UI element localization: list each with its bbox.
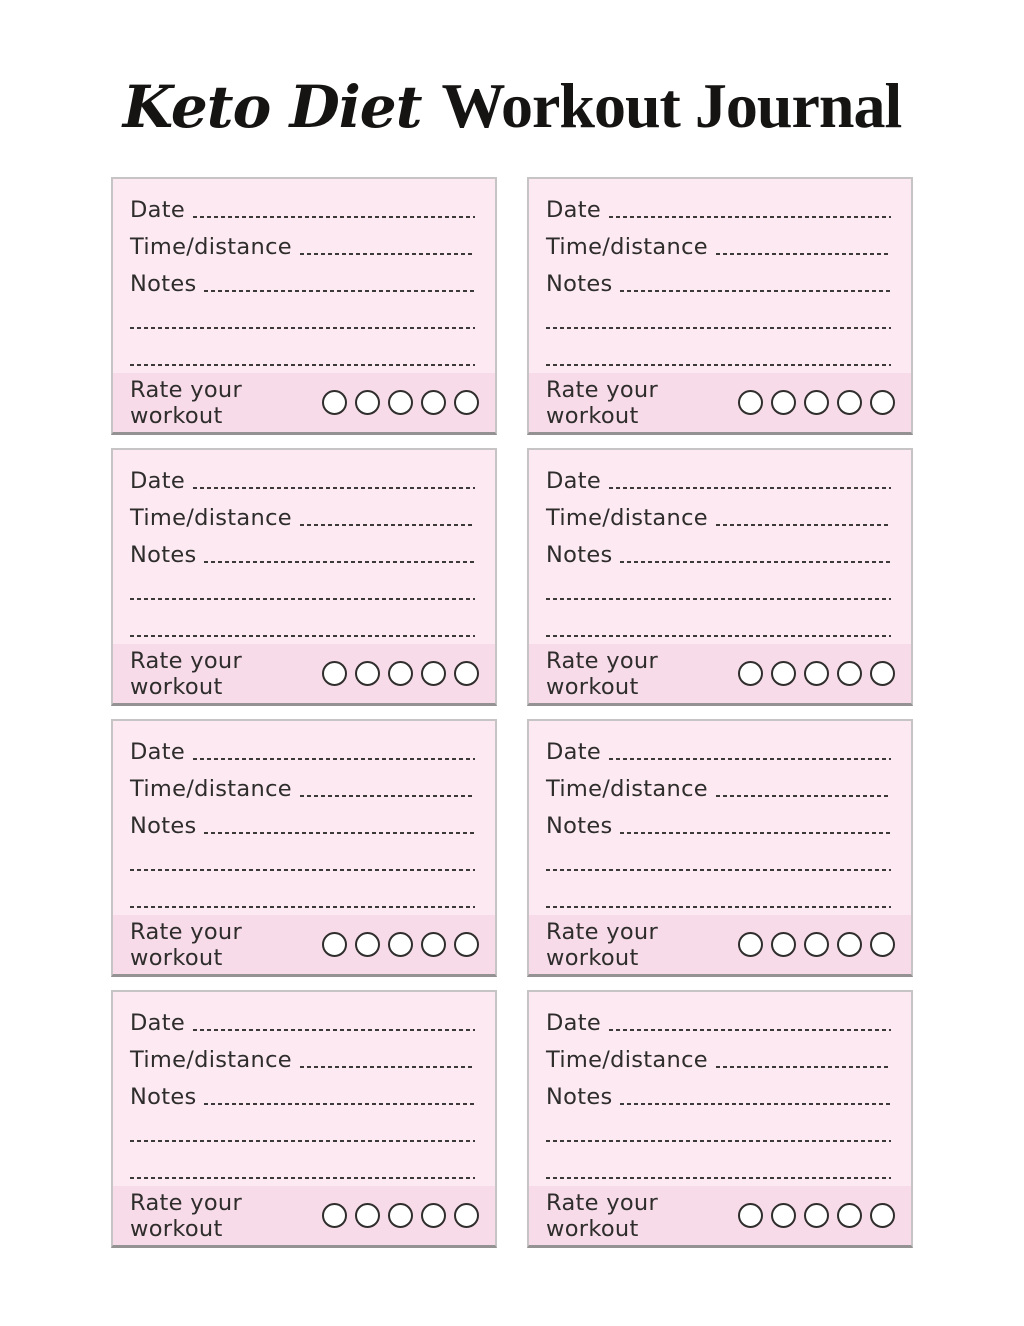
rating-circle[interactable] bbox=[870, 932, 895, 957]
notes-extra-line-row bbox=[546, 1111, 891, 1148]
date-label: Date bbox=[130, 739, 185, 765]
notes-extra-input-line[interactable] bbox=[130, 906, 475, 909]
notes-extra-line-row bbox=[546, 877, 891, 914]
time-distance-row bbox=[546, 495, 891, 532]
notes-row bbox=[130, 1074, 475, 1111]
date-row bbox=[130, 1000, 475, 1037]
time-distance-input-line[interactable] bbox=[716, 1066, 891, 1069]
rating-footer bbox=[529, 915, 911, 974]
rating-label: Rate your workout bbox=[546, 918, 659, 971]
time-distance-row bbox=[546, 766, 891, 803]
date-input-line[interactable] bbox=[193, 216, 475, 219]
card-body bbox=[529, 450, 911, 644]
rating-label: Rate your workout bbox=[130, 918, 243, 971]
rating-circle[interactable] bbox=[421, 661, 446, 686]
rating-circles bbox=[322, 932, 479, 957]
time-distance-row bbox=[130, 224, 475, 261]
date-row bbox=[546, 458, 891, 495]
workout-entry-card bbox=[527, 448, 913, 706]
workout-entry-card bbox=[111, 177, 497, 435]
notes-label: Notes bbox=[130, 813, 197, 839]
rating-circle[interactable] bbox=[804, 661, 829, 686]
workout-entry-card bbox=[527, 719, 913, 977]
date-input-line[interactable] bbox=[193, 758, 475, 761]
notes-input-line[interactable] bbox=[204, 1103, 475, 1106]
notes-extra-line-row bbox=[546, 840, 891, 877]
time-distance-label: Time/distance bbox=[546, 1047, 708, 1073]
notes-extra-input-line[interactable] bbox=[130, 635, 475, 638]
notes-extra-line-row bbox=[546, 606, 891, 643]
notes-input-line[interactable] bbox=[620, 290, 891, 293]
rating-label: Rate your workout bbox=[130, 647, 243, 700]
time-distance-label: Time/distance bbox=[546, 505, 708, 531]
rating-label: Rate your workout bbox=[546, 376, 659, 429]
rating-circle[interactable] bbox=[870, 661, 895, 686]
notes-label: Notes bbox=[546, 271, 613, 297]
rating-footer bbox=[529, 644, 911, 703]
notes-row bbox=[130, 803, 475, 840]
notes-label: Notes bbox=[130, 271, 197, 297]
rating-label: Rate your workout bbox=[546, 647, 659, 700]
time-distance-row bbox=[546, 224, 891, 261]
rating-circle[interactable] bbox=[771, 390, 796, 415]
notes-label: Notes bbox=[130, 1084, 197, 1110]
notes-input-line[interactable] bbox=[204, 290, 475, 293]
rating-circle[interactable] bbox=[388, 390, 413, 415]
card-body bbox=[113, 721, 495, 915]
rating-circle[interactable] bbox=[355, 932, 380, 957]
notes-extra-input-line[interactable] bbox=[130, 1177, 475, 1180]
rating-circle[interactable] bbox=[771, 661, 796, 686]
notes-row bbox=[546, 1074, 891, 1111]
rating-circle[interactable] bbox=[454, 390, 479, 415]
time-distance-input-line[interactable] bbox=[716, 524, 891, 527]
date-input-line[interactable] bbox=[193, 1029, 475, 1032]
notes-extra-line-row bbox=[546, 1148, 891, 1185]
notes-row bbox=[546, 532, 891, 569]
time-distance-label: Time/distance bbox=[130, 776, 292, 802]
notes-extra-input-line[interactable] bbox=[130, 327, 475, 330]
rating-circle[interactable] bbox=[388, 932, 413, 957]
notes-extra-input-line[interactable] bbox=[130, 364, 475, 367]
date-input-line[interactable] bbox=[193, 487, 475, 490]
notes-extra-line-row bbox=[130, 335, 475, 372]
workout-entry-card bbox=[111, 719, 497, 977]
notes-extra-input-line[interactable] bbox=[130, 1140, 475, 1143]
rating-circle[interactable] bbox=[421, 390, 446, 415]
notes-input-line[interactable] bbox=[204, 561, 475, 564]
date-row bbox=[546, 1000, 891, 1037]
rating-circle[interactable] bbox=[355, 1203, 380, 1228]
notes-extra-input-line[interactable] bbox=[546, 635, 891, 638]
rating-footer bbox=[113, 373, 495, 432]
rating-circles bbox=[738, 932, 895, 957]
card-body bbox=[529, 721, 911, 915]
rating-circle[interactable] bbox=[738, 1203, 763, 1228]
rating-circle[interactable] bbox=[804, 932, 829, 957]
time-distance-row bbox=[546, 1037, 891, 1074]
notes-label: Notes bbox=[546, 1084, 613, 1110]
time-distance-input-line[interactable] bbox=[716, 253, 891, 256]
date-label: Date bbox=[130, 468, 185, 494]
date-label: Date bbox=[546, 1010, 601, 1036]
notes-label: Notes bbox=[130, 542, 197, 568]
rating-circle[interactable] bbox=[454, 932, 479, 957]
time-distance-label: Time/distance bbox=[546, 234, 708, 260]
notes-extra-line-row bbox=[130, 606, 475, 643]
notes-extra-input-line[interactable] bbox=[546, 598, 891, 601]
date-input-line[interactable] bbox=[609, 487, 891, 490]
rating-circle[interactable] bbox=[738, 932, 763, 957]
rating-circle[interactable] bbox=[322, 1203, 347, 1228]
time-distance-input-line[interactable] bbox=[300, 524, 475, 527]
time-distance-row bbox=[130, 766, 475, 803]
time-distance-label: Time/distance bbox=[130, 1047, 292, 1073]
rating-circle[interactable] bbox=[837, 390, 862, 415]
page-title bbox=[0, 0, 1024, 143]
rating-circle[interactable] bbox=[322, 390, 347, 415]
notes-extra-input-line[interactable] bbox=[546, 1140, 891, 1143]
rating-circles bbox=[322, 661, 479, 686]
notes-input-line[interactable] bbox=[620, 832, 891, 835]
date-row bbox=[130, 729, 475, 766]
date-label: Date bbox=[546, 739, 601, 765]
rating-circle[interactable] bbox=[837, 1203, 862, 1228]
time-distance-input-line[interactable] bbox=[300, 1066, 475, 1069]
rating-footer bbox=[113, 915, 495, 974]
rating-circle[interactable] bbox=[355, 390, 380, 415]
rating-circle[interactable] bbox=[870, 1203, 895, 1228]
rating-circle[interactable] bbox=[870, 390, 895, 415]
rating-circles bbox=[738, 661, 895, 686]
time-distance-input-line[interactable] bbox=[716, 795, 891, 798]
time-distance-label: Time/distance bbox=[546, 776, 708, 802]
rating-label: Rate your workout bbox=[130, 1189, 243, 1242]
rating-circle[interactable] bbox=[804, 1203, 829, 1228]
card-body bbox=[529, 992, 911, 1186]
rating-label: Rate your workout bbox=[130, 376, 243, 429]
rating-footer bbox=[529, 373, 911, 432]
rating-circle[interactable] bbox=[355, 661, 380, 686]
notes-row bbox=[546, 261, 891, 298]
rating-footer bbox=[113, 1186, 495, 1245]
workout-entry-card bbox=[111, 448, 497, 706]
notes-label: Notes bbox=[546, 813, 613, 839]
rating-circle[interactable] bbox=[837, 932, 862, 957]
rating-circles bbox=[738, 390, 895, 415]
date-input-line[interactable] bbox=[609, 758, 891, 761]
date-label: Date bbox=[546, 468, 601, 494]
date-input-line[interactable] bbox=[609, 216, 891, 219]
time-distance-row bbox=[130, 495, 475, 532]
date-row bbox=[546, 187, 891, 224]
rating-circle[interactable] bbox=[322, 932, 347, 957]
notes-extra-line-row bbox=[130, 877, 475, 914]
date-label: Date bbox=[546, 197, 601, 223]
rating-footer bbox=[529, 1186, 911, 1245]
notes-extra-input-line[interactable] bbox=[546, 327, 891, 330]
rating-circle[interactable] bbox=[738, 661, 763, 686]
rating-circle[interactable] bbox=[388, 661, 413, 686]
notes-extra-line-row bbox=[546, 569, 891, 606]
notes-row bbox=[130, 261, 475, 298]
notes-extra-line-row bbox=[130, 298, 475, 335]
card-body bbox=[113, 179, 495, 373]
rating-circle[interactable] bbox=[454, 661, 479, 686]
notes-extra-line-row bbox=[130, 840, 475, 877]
date-label: Date bbox=[130, 1010, 185, 1036]
date-row bbox=[130, 187, 475, 224]
notes-row bbox=[546, 803, 891, 840]
notes-input-line[interactable] bbox=[620, 1103, 891, 1106]
time-distance-input-line[interactable] bbox=[300, 253, 475, 256]
time-distance-label: Time/distance bbox=[130, 505, 292, 531]
rating-circle[interactable] bbox=[771, 1203, 796, 1228]
notes-extra-input-line[interactable] bbox=[130, 598, 475, 601]
notes-extra-line-row bbox=[130, 1111, 475, 1148]
notes-input-line[interactable] bbox=[204, 832, 475, 835]
page-title-script: Keto Diet bbox=[122, 73, 422, 141]
rating-circle[interactable] bbox=[421, 932, 446, 957]
notes-extra-line-row bbox=[130, 1148, 475, 1185]
notes-input-line[interactable] bbox=[620, 561, 891, 564]
notes-row bbox=[130, 532, 475, 569]
time-distance-row bbox=[130, 1037, 475, 1074]
rating-circle[interactable] bbox=[454, 1203, 479, 1228]
rating-circle[interactable] bbox=[738, 390, 763, 415]
notes-extra-input-line[interactable] bbox=[546, 1177, 891, 1180]
date-label: Date bbox=[130, 197, 185, 223]
rating-label: Rate your workout bbox=[546, 1189, 659, 1242]
page-title-main: Workout Journal bbox=[441, 70, 902, 141]
notes-extra-input-line[interactable] bbox=[546, 364, 891, 367]
rating-circle[interactable] bbox=[421, 1203, 446, 1228]
workout-entry-card bbox=[111, 990, 497, 1248]
rating-circle[interactable] bbox=[388, 1203, 413, 1228]
workout-entry-card bbox=[527, 990, 913, 1248]
time-distance-label: Time/distance bbox=[130, 234, 292, 260]
date-input-line[interactable] bbox=[609, 1029, 891, 1032]
rating-circles bbox=[322, 390, 479, 415]
notes-extra-input-line[interactable] bbox=[130, 869, 475, 872]
date-row bbox=[546, 729, 891, 766]
notes-extra-line-row bbox=[546, 335, 891, 372]
cards-grid bbox=[111, 177, 913, 1248]
time-distance-input-line[interactable] bbox=[300, 795, 475, 798]
rating-circles bbox=[322, 1203, 479, 1228]
notes-label: Notes bbox=[546, 542, 613, 568]
workout-entry-card bbox=[527, 177, 913, 435]
rating-circle[interactable] bbox=[771, 932, 796, 957]
card-body bbox=[113, 992, 495, 1186]
card-body bbox=[113, 450, 495, 644]
date-row bbox=[130, 458, 475, 495]
rating-circle[interactable] bbox=[322, 661, 347, 686]
rating-circles bbox=[738, 1203, 895, 1228]
notes-extra-line-row bbox=[130, 569, 475, 606]
rating-footer bbox=[113, 644, 495, 703]
card-body bbox=[529, 179, 911, 373]
rating-circle[interactable] bbox=[804, 390, 829, 415]
notes-extra-line-row bbox=[546, 298, 891, 335]
notes-extra-input-line[interactable] bbox=[546, 906, 891, 909]
rating-circle[interactable] bbox=[837, 661, 862, 686]
notes-extra-input-line[interactable] bbox=[546, 869, 891, 872]
